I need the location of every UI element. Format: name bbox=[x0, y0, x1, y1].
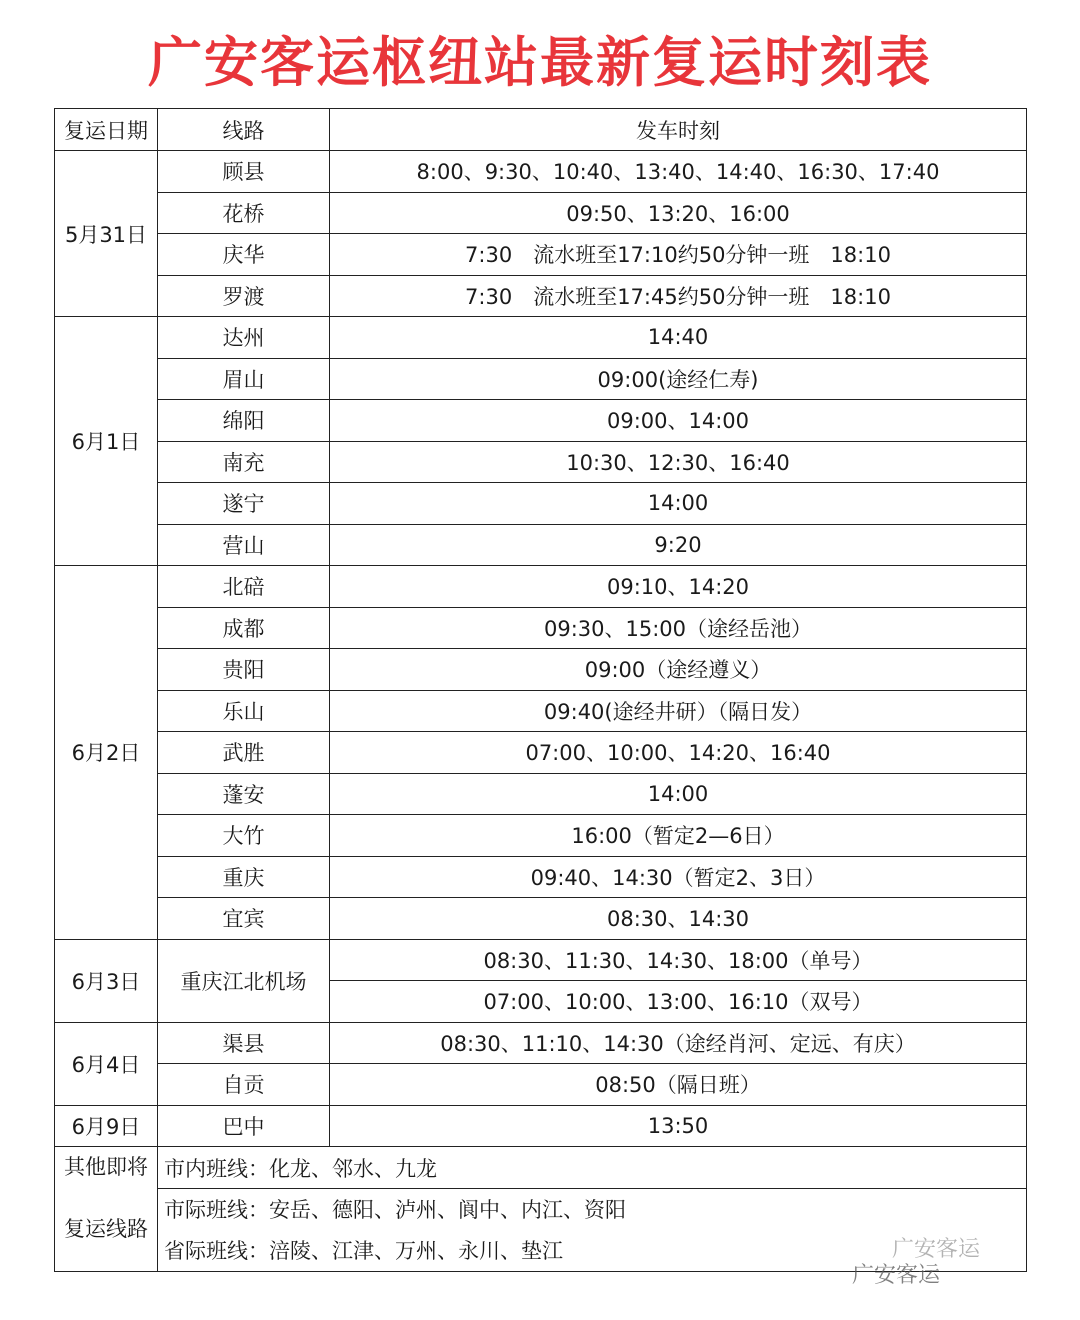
times-cell: 13:50 bbox=[330, 1105, 1027, 1147]
route-cell: 南充 bbox=[158, 441, 330, 483]
route-cell: 眉山 bbox=[158, 358, 330, 400]
header-times: 发车时刻 bbox=[330, 109, 1027, 151]
date-cell: 5月31日 bbox=[55, 151, 158, 317]
table-row bbox=[55, 483, 1027, 525]
route-cell: 营山 bbox=[158, 524, 330, 566]
upcoming-label bbox=[55, 1147, 158, 1272]
times-cell: 10:30、12:30、16:40 bbox=[330, 441, 1027, 483]
upcoming-label-line1: 其他即将 bbox=[64, 1155, 148, 1179]
times-cell: 08:50（隔日班） bbox=[330, 1064, 1027, 1106]
route-cell: 贵阳 bbox=[158, 649, 330, 691]
times-cell: 07:00、10:00、14:20、16:40 bbox=[330, 732, 1027, 774]
times-cell: 14:00 bbox=[330, 483, 1027, 525]
times-cell: 09:00、14:00 bbox=[330, 400, 1027, 442]
route-cell: 大竹 bbox=[158, 815, 330, 857]
upcoming-city-routes: 市内班线：化龙、邻水、九龙 bbox=[158, 1147, 1027, 1189]
route-cell: 成都 bbox=[158, 607, 330, 649]
route-cell: 重庆 bbox=[158, 856, 330, 898]
upcoming-row bbox=[55, 1189, 1027, 1230]
times-cell: 14:40 bbox=[330, 317, 1027, 359]
route-cell: 北碚 bbox=[158, 566, 330, 608]
route-cell: 花桥 bbox=[158, 192, 330, 234]
table-row bbox=[55, 151, 1027, 193]
date-cell: 6月2日 bbox=[55, 566, 158, 940]
table-row bbox=[55, 815, 1027, 857]
times-cell: 07:00、10:00、13:00、16:10（双号） bbox=[330, 981, 1027, 1023]
times-cell: 16:00（暂定2—6日） bbox=[330, 815, 1027, 857]
table-row bbox=[55, 358, 1027, 400]
table-row bbox=[55, 1064, 1027, 1106]
header-date: 复运日期 bbox=[55, 109, 158, 151]
times-cell: 09:00(途经仁寿) bbox=[330, 358, 1027, 400]
table-row bbox=[55, 317, 1027, 359]
table-row bbox=[55, 1022, 1027, 1064]
route-cell: 庆华 bbox=[158, 234, 330, 276]
date-cell: 6月4日 bbox=[55, 1022, 158, 1105]
table-row bbox=[55, 192, 1027, 234]
upcoming-row bbox=[55, 1147, 1027, 1189]
upcoming-provincial-routes: 省际班线：涪陵、江津、万州、永川、垫江 bbox=[158, 1230, 1027, 1272]
date-cell: 6月9日 bbox=[55, 1105, 158, 1147]
table-row bbox=[55, 1105, 1027, 1147]
route-cell: 乐山 bbox=[158, 690, 330, 732]
route-cell: 渠县 bbox=[158, 1022, 330, 1064]
times-cell: 09:10、14:20 bbox=[330, 566, 1027, 608]
times-cell: 09:50、13:20、16:00 bbox=[330, 192, 1027, 234]
route-cell: 重庆江北机场 bbox=[158, 939, 330, 1022]
date-cell: 6月3日 bbox=[55, 939, 158, 1022]
times-cell: 7:30 流水班至17:10约50分钟一班 18:10 bbox=[330, 234, 1027, 276]
times-cell: 7:30 流水班至17:45约50分钟一班 18:10 bbox=[330, 275, 1027, 317]
table-row bbox=[55, 690, 1027, 732]
route-cell: 蓬安 bbox=[158, 773, 330, 815]
table-row bbox=[55, 856, 1027, 898]
times-cell: 14:00 bbox=[330, 773, 1027, 815]
table-row bbox=[55, 773, 1027, 815]
table-row bbox=[55, 524, 1027, 566]
route-cell: 绵阳 bbox=[158, 400, 330, 442]
route-cell: 顾县 bbox=[158, 151, 330, 193]
table-row bbox=[55, 234, 1027, 276]
upcoming-label-line2: 复运线路 bbox=[64, 1217, 148, 1241]
route-cell: 自贡 bbox=[158, 1064, 330, 1106]
header-route: 线路 bbox=[158, 109, 330, 151]
times-cell: 08:30、14:30 bbox=[330, 898, 1027, 940]
header-row bbox=[55, 109, 1027, 151]
times-cell: 09:00（途经遵义） bbox=[330, 649, 1027, 691]
route-cell: 达州 bbox=[158, 317, 330, 359]
route-cell: 宜宾 bbox=[158, 898, 330, 940]
times-cell: 08:30、11:10、14:30（途经肖河、定远、有庆） bbox=[330, 1022, 1027, 1064]
table-row bbox=[55, 732, 1027, 774]
watermark-text-faded: 广安客运 bbox=[892, 1237, 981, 1262]
schedule-table bbox=[54, 108, 1027, 1272]
schedule-body bbox=[55, 109, 1027, 1272]
table-row bbox=[55, 275, 1027, 317]
date-cell: 6月1日 bbox=[55, 317, 158, 566]
table-row bbox=[55, 607, 1027, 649]
times-cell: 09:30、15:00（途经岳池） bbox=[330, 607, 1027, 649]
times-cell: 9:20 bbox=[330, 524, 1027, 566]
watermark-text: 广安客运 bbox=[852, 1263, 941, 1288]
page-title: 广安客运枢纽站最新复运时刻表 bbox=[148, 31, 932, 94]
times-cell: 09:40、14:30（暂定2、3日） bbox=[330, 856, 1027, 898]
route-cell: 巴中 bbox=[158, 1105, 330, 1147]
table-row bbox=[55, 400, 1027, 442]
upcoming-intercity-routes: 市际班线：安岳、德阳、泸州、阆中、内江、资阳 bbox=[158, 1189, 1027, 1230]
table-row bbox=[55, 649, 1027, 691]
route-cell: 罗渡 bbox=[158, 275, 330, 317]
times-cell: 09:40(途经井研）（隔日发） bbox=[330, 690, 1027, 732]
route-cell: 武胜 bbox=[158, 732, 330, 774]
table-row bbox=[55, 566, 1027, 608]
times-cell: 08:30、11:30、14:30、18:00（单号） bbox=[330, 939, 1027, 981]
times-cell: 8:00、9:30、10:40、13:40、14:40、16:30、17:40 bbox=[330, 151, 1027, 193]
route-cell: 遂宁 bbox=[158, 483, 330, 525]
table-row bbox=[55, 441, 1027, 483]
table-row bbox=[55, 939, 1027, 981]
table-row bbox=[55, 898, 1027, 940]
